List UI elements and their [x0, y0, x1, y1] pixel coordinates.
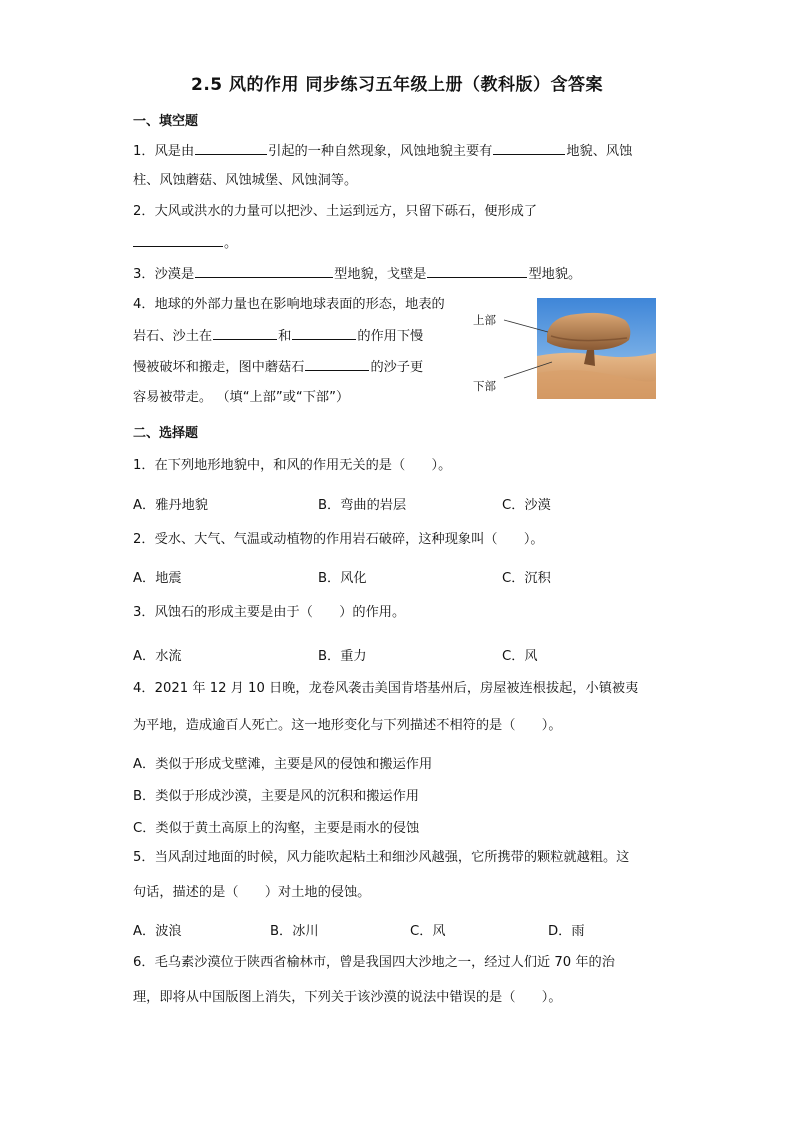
fill-q1-blank-1[interactable]	[195, 141, 267, 155]
fill-q4-text-b: 岩石、沙土在	[133, 329, 213, 344]
fill-q4-line4: 容易被带走。 （填“上部”或“下部”）	[133, 390, 350, 405]
choice-q4-option-c[interactable]: C．类似于黄土高原上的沟壑，主要是雨水的侵蚀	[133, 821, 420, 836]
choice-q6-stem-line2: 理，即将从中国版图上消失，下列关于该沙漠的说法中错误的是（ ）。	[133, 990, 562, 1005]
choice-q5-stem-line2: 句话，描述的是（ ）对土地的侵蚀。	[133, 885, 371, 900]
choice-q1-option-b[interactable]: B．弯曲的岩层	[318, 498, 407, 513]
choice-q4-stem-line2: 为平地，造成逾百人死亡。这一地形变化与下列描述不相符的是（ ）。	[133, 718, 562, 733]
choice-q5-option-c[interactable]: C．风	[410, 924, 446, 939]
fill-q3-text-a: 3．沙漠是	[133, 267, 195, 282]
choice-q5-option-d[interactable]: D．雨	[548, 924, 585, 939]
choice-q1-option-c[interactable]: C．沙漠	[502, 498, 551, 513]
choice-q5-stem-line1: 5．当风刮过地面的时候，风力能吹起粘土和细沙风越强，它所携带的颗粒就越粗。这	[133, 850, 630, 865]
fill-q4-line3	[133, 357, 423, 378]
choice-q3-stem: 3．风蚀石的形成主要是由于（ ）的作用。	[133, 605, 406, 620]
section-fill-heading: 一、填空题	[133, 114, 199, 129]
choice-q1-option-a[interactable]: A．雅丹地貌	[133, 498, 208, 513]
fill-q1-blank-2[interactable]	[493, 141, 565, 155]
choice-q2-option-c[interactable]: C．沉积	[502, 571, 551, 586]
choice-q6-stem-line1: 6．毛乌素沙漠位于陕西省榆林市，曾是我国四大沙地之一，经过人们近 70 年的治	[133, 955, 615, 970]
fill-q4-blank-3[interactable]	[305, 357, 369, 371]
fill-q3-text-b: 型地貌，戈壁是	[334, 267, 427, 282]
fill-q4-text-c: 和	[278, 329, 292, 344]
fill-q4-line1: 4．地球的外部力量也在影响地球表面的形态，地表的	[133, 297, 445, 312]
choice-q1-stem: 1．在下列地形地貌中，和风的作用无关的是（ ）。	[133, 458, 452, 473]
fill-q2-line2	[133, 233, 237, 254]
choice-q3-option-b[interactable]: B．重力	[318, 649, 367, 664]
fill-q1-text-c: 地貌、风蚀	[566, 144, 633, 159]
fill-q2-blank[interactable]	[133, 233, 223, 247]
choice-q4-option-a[interactable]: A．类似于形成戈壁滩，主要是风的侵蚀和搬运作用	[133, 757, 433, 772]
fill-q4-text-e: 慢被破坏和搬走，图中蘑菇石	[133, 360, 305, 375]
fill-q2-line1: 2．大风或洪水的力量可以把沙、土运到远方，只留下砾石，便形成了	[133, 204, 538, 219]
image-label-top: 上部	[473, 313, 496, 327]
fill-q1-line1	[133, 141, 632, 162]
choice-q4-option-b[interactable]: B．类似于形成沙漠，主要是风的沉积和搬运作用	[133, 789, 419, 804]
fill-q3-blank-1[interactable]	[195, 264, 333, 278]
choice-q2-option-a[interactable]: A．地震	[133, 571, 182, 586]
section-choice-heading: 二、选择题	[133, 426, 199, 441]
fill-q1-text-b: 引起的一种自然现象，风蚀地貌主要有	[268, 144, 493, 159]
image-label-leader-lines	[490, 300, 660, 400]
fill-q4-text-f: 的沙子更	[370, 360, 424, 375]
choice-q4-stem-line1: 4．2021 年 12 月 10 日晚，龙卷风袭击美国肯塔基州后，房屋被连根拔起，小镇被夷	[133, 681, 639, 696]
choice-q5-option-b[interactable]: B．冰川	[270, 924, 319, 939]
choice-q3-option-c[interactable]: C．风	[502, 649, 538, 664]
choice-q2-stem: 2．受水、大气、气温或动植物的作用岩石破碎，这种现象叫（ ）。	[133, 532, 544, 547]
fill-q4-line2	[133, 326, 423, 347]
choice-q5-option-a[interactable]: A．波浪	[133, 924, 182, 939]
fill-q4-blank-1[interactable]	[213, 326, 277, 340]
fill-q3-blank-2[interactable]	[427, 264, 527, 278]
fill-q1-line2: 柱、风蚀蘑菇、风蚀城堡、风蚀洞等。	[133, 173, 358, 188]
fill-q3-text-c: 型地貌。	[528, 267, 582, 282]
choice-q3-option-a[interactable]: A．水流	[133, 649, 182, 664]
fill-q3	[133, 264, 581, 285]
page-title: 2.5 风的作用 同步练习五年级上册（教科版）含答案	[191, 75, 603, 95]
fill-q4-text-d: 的作用下慢	[357, 329, 424, 344]
fill-q4-blank-2[interactable]	[292, 326, 356, 340]
image-label-bottom: 下部	[473, 379, 496, 393]
choice-q2-option-b[interactable]: B．风化	[318, 571, 367, 586]
fill-q1-text-a: 1．风是由	[133, 144, 195, 159]
fill-q2-text-b: 。	[224, 236, 238, 251]
